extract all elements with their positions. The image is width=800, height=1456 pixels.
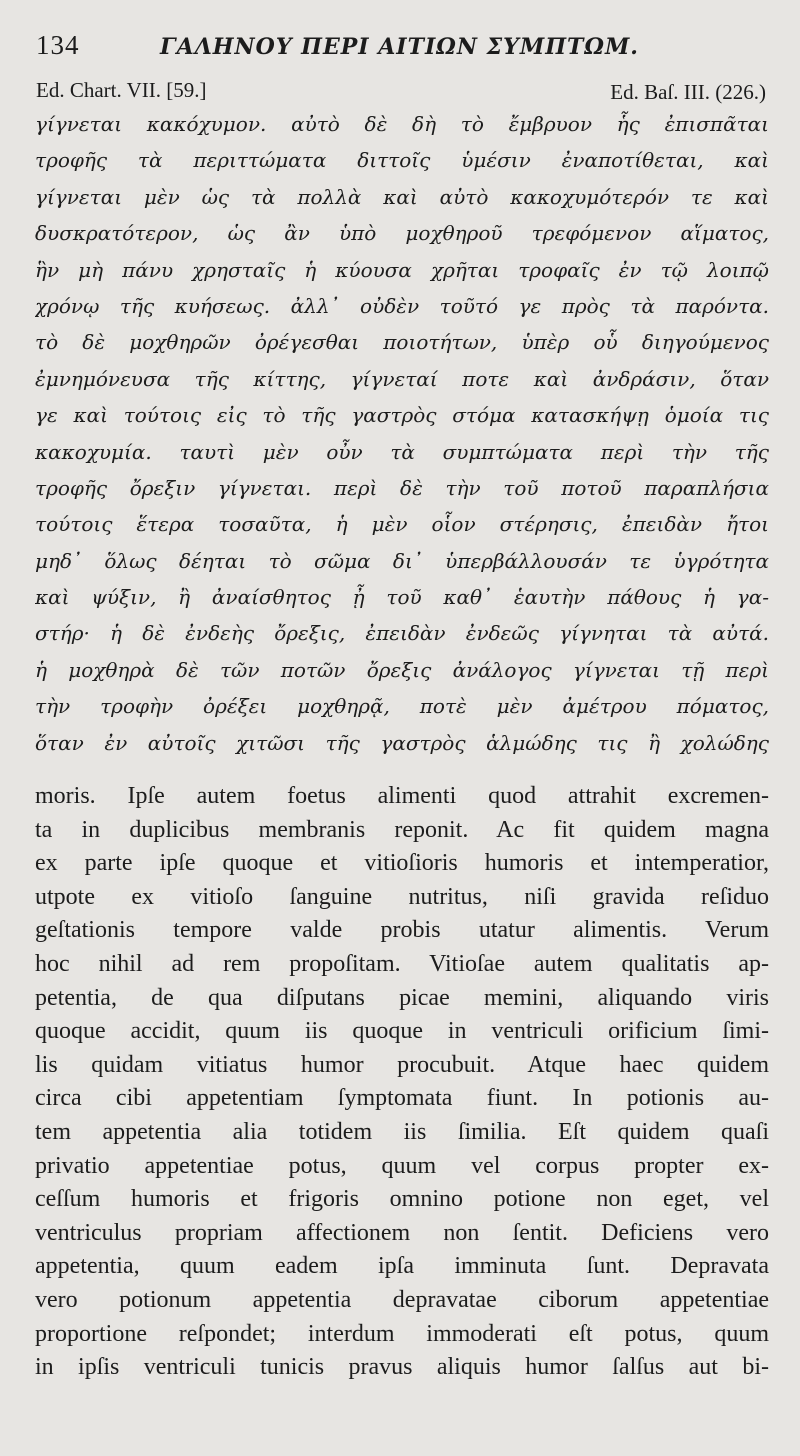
greek-line: ὅταν ἐν αὐτοῖς χιτῶσι τῆς γαστρὸς ἁλμώδης τις ἢ χολώδης — [35, 730, 769, 755]
greek-line: γίγνεται μὲν ὡς τὰ πολλὰ καὶ αὐτὸ κακοχυμότερόν τε καὶ — [35, 184, 769, 209]
latin-line: ex parte ipſe quoque et vitioſioris humoris et intemperatior, — [35, 850, 769, 877]
greek-line: τροφῆς ὄρεξιν γίγνεται. περὶ δὲ τὴν τοῦ ποτοῦ παραπλήσια — [35, 475, 769, 500]
greek-line: τὴν τροφὴν ὀρέξει μοχθηρᾷ, ποτὲ μὲν ἀμέτρου πόματος, — [35, 694, 769, 719]
latin-line: moris. Ipſe autem foetus alimenti quod attrahit excremen- — [35, 783, 769, 809]
latin-line: quoque accidit, quum iis quoque in ventriculi orificium ſimi- — [35, 1018, 769, 1045]
greek-line: μηδ᾽ ὅλως δέηται τὸ σῶμα δι᾽ ὑπερβάλλουσάν τε ὑγρότητα — [35, 548, 769, 573]
greek-text-block — [35, 106, 769, 761]
latin-line: ventriculus propriam affectionem non ſentit. Deficiens vero — [35, 1219, 769, 1246]
latin-text-block — [35, 780, 769, 1385]
latin-line: hoc nihil ad rem propoſitam. Vitioſae autem qualitatis ap- — [35, 950, 769, 977]
latin-line: ceſſum humoris et frigoris omnino potione non eget, vel — [35, 1186, 769, 1213]
page-header — [36, 30, 766, 64]
latin-line: proportione reſpondet; interdum immoderati eſt potus, quum — [35, 1320, 769, 1347]
greek-line: γίγνεται κακόχυμον. αὐτὸ δὲ δὴ τὸ ἔμβρυον ἧς ἐπισπᾶται — [35, 112, 769, 136]
latin-line: tem appetentia alia totidem iis ſimilia. Eſt quidem quaſi — [35, 1118, 769, 1145]
greek-line: ἐμνημόνευσα τῆς κίττης, γίγνεταί ποτε καὶ ἀνδράσιν, ὅταν — [35, 366, 769, 391]
latin-line: geſtationis tempore valde probis utatur alimentis. Verum — [35, 917, 769, 944]
greek-line: τούτοις ἕτερα τοσαῦτα, ἡ μὲν οἷον στέρησις, ἐπειδὰν ἤτοι — [35, 512, 769, 537]
greek-line: γε καὶ τούτοις εἰς τὸ τῆς γαστρὸς στόμα κατασκήψῃ ὁμοία τις — [35, 403, 769, 428]
page-number: 134 — [36, 30, 80, 60]
greek-line: ἡ μοχθηρὰ δὲ τῶν ποτῶν ὄρεξις ἀνάλογος γίγνεται τῇ περὶ — [35, 657, 769, 682]
edition-references — [36, 78, 766, 104]
latin-line: privatio appetentiae potus, quum vel corpus propter ex- — [35, 1152, 769, 1179]
latin-line: petentia, de qua diſputans picae memini, aliquando viris — [35, 984, 769, 1011]
greek-line: δυσκρατότερον, ὡς ἂν ὑπὸ μοχθηροῦ τρεφόμενον αἵματος, — [35, 221, 769, 246]
greek-line: καὶ ψύξιν, ἢ ἀναίσθητος ᾖ τοῦ καθ᾽ ἑαυτὴν πάθους ἡ γα- — [35, 585, 769, 610]
latin-line: lis quidam vitiatus humor procubuit. Atque haec quidem — [35, 1051, 769, 1078]
latin-line: ta in duplicibus membranis reponit. Ac fit quidem magna — [35, 816, 769, 843]
greek-line: τὸ δὲ μοχθηρῶν ὀρέγεσθαι ποιοτήτων, ὑπὲρ οὗ διηγούμενος — [35, 330, 769, 355]
latin-line: vero potionum appetentia depravatae ciborum appetentiae — [35, 1286, 769, 1313]
greek-line: ἣν μὴ πάνυ χρησταῖς ἡ κύουσα χρῆται τροφαῖς ἐν τῷ λοιπῷ — [35, 257, 769, 282]
latin-line: circa cibi appetentiam ſymptomata fiunt. In potionis au- — [35, 1085, 769, 1112]
greek-line: κακοχυμία. ταυτὶ μὲν οὖν τὰ συμπτώματα περὶ τὴν τῆς — [35, 439, 769, 464]
edition-chartier-reference: Ed. Chart. VII. [59.] — [36, 78, 207, 102]
latin-line: utpote ex vitioſo ſanguine nutritus, niſi gravida reſiduo — [35, 883, 769, 910]
latin-line: in ipſis ventriculi tunicis pravus aliquis humor ſalſus aut bi- — [35, 1354, 769, 1381]
latin-line: appetentia, quum eadem ipſa imminuta ſunt. Depravata — [35, 1253, 769, 1280]
greek-line: στήρ· ἡ δὲ ἐνδεὴς ὄρεξις, ἐπειδὰν ἐνδεῶς γίγνηται τὰ αὐτά. — [35, 621, 769, 646]
greek-line: τροφῆς τὰ περιττώματα διττοῖς ὑμέσιν ἐναποτίθεται, καὶ — [35, 148, 769, 173]
edition-basel-reference: Ed. Baſ. III. (226.) — [610, 80, 766, 104]
running-title: ΓΑΛΗΝΟΥ ΠΕΡΙ ΑΙΤΙΩΝ ΣΥΜΠΤΩΜ. — [160, 34, 639, 60]
greek-line: χρόνῳ τῆς κυήσεως. ἀλλ᾽ οὐδὲν τοῦτό γε πρὸς τὰ παρόντα. — [35, 293, 769, 318]
